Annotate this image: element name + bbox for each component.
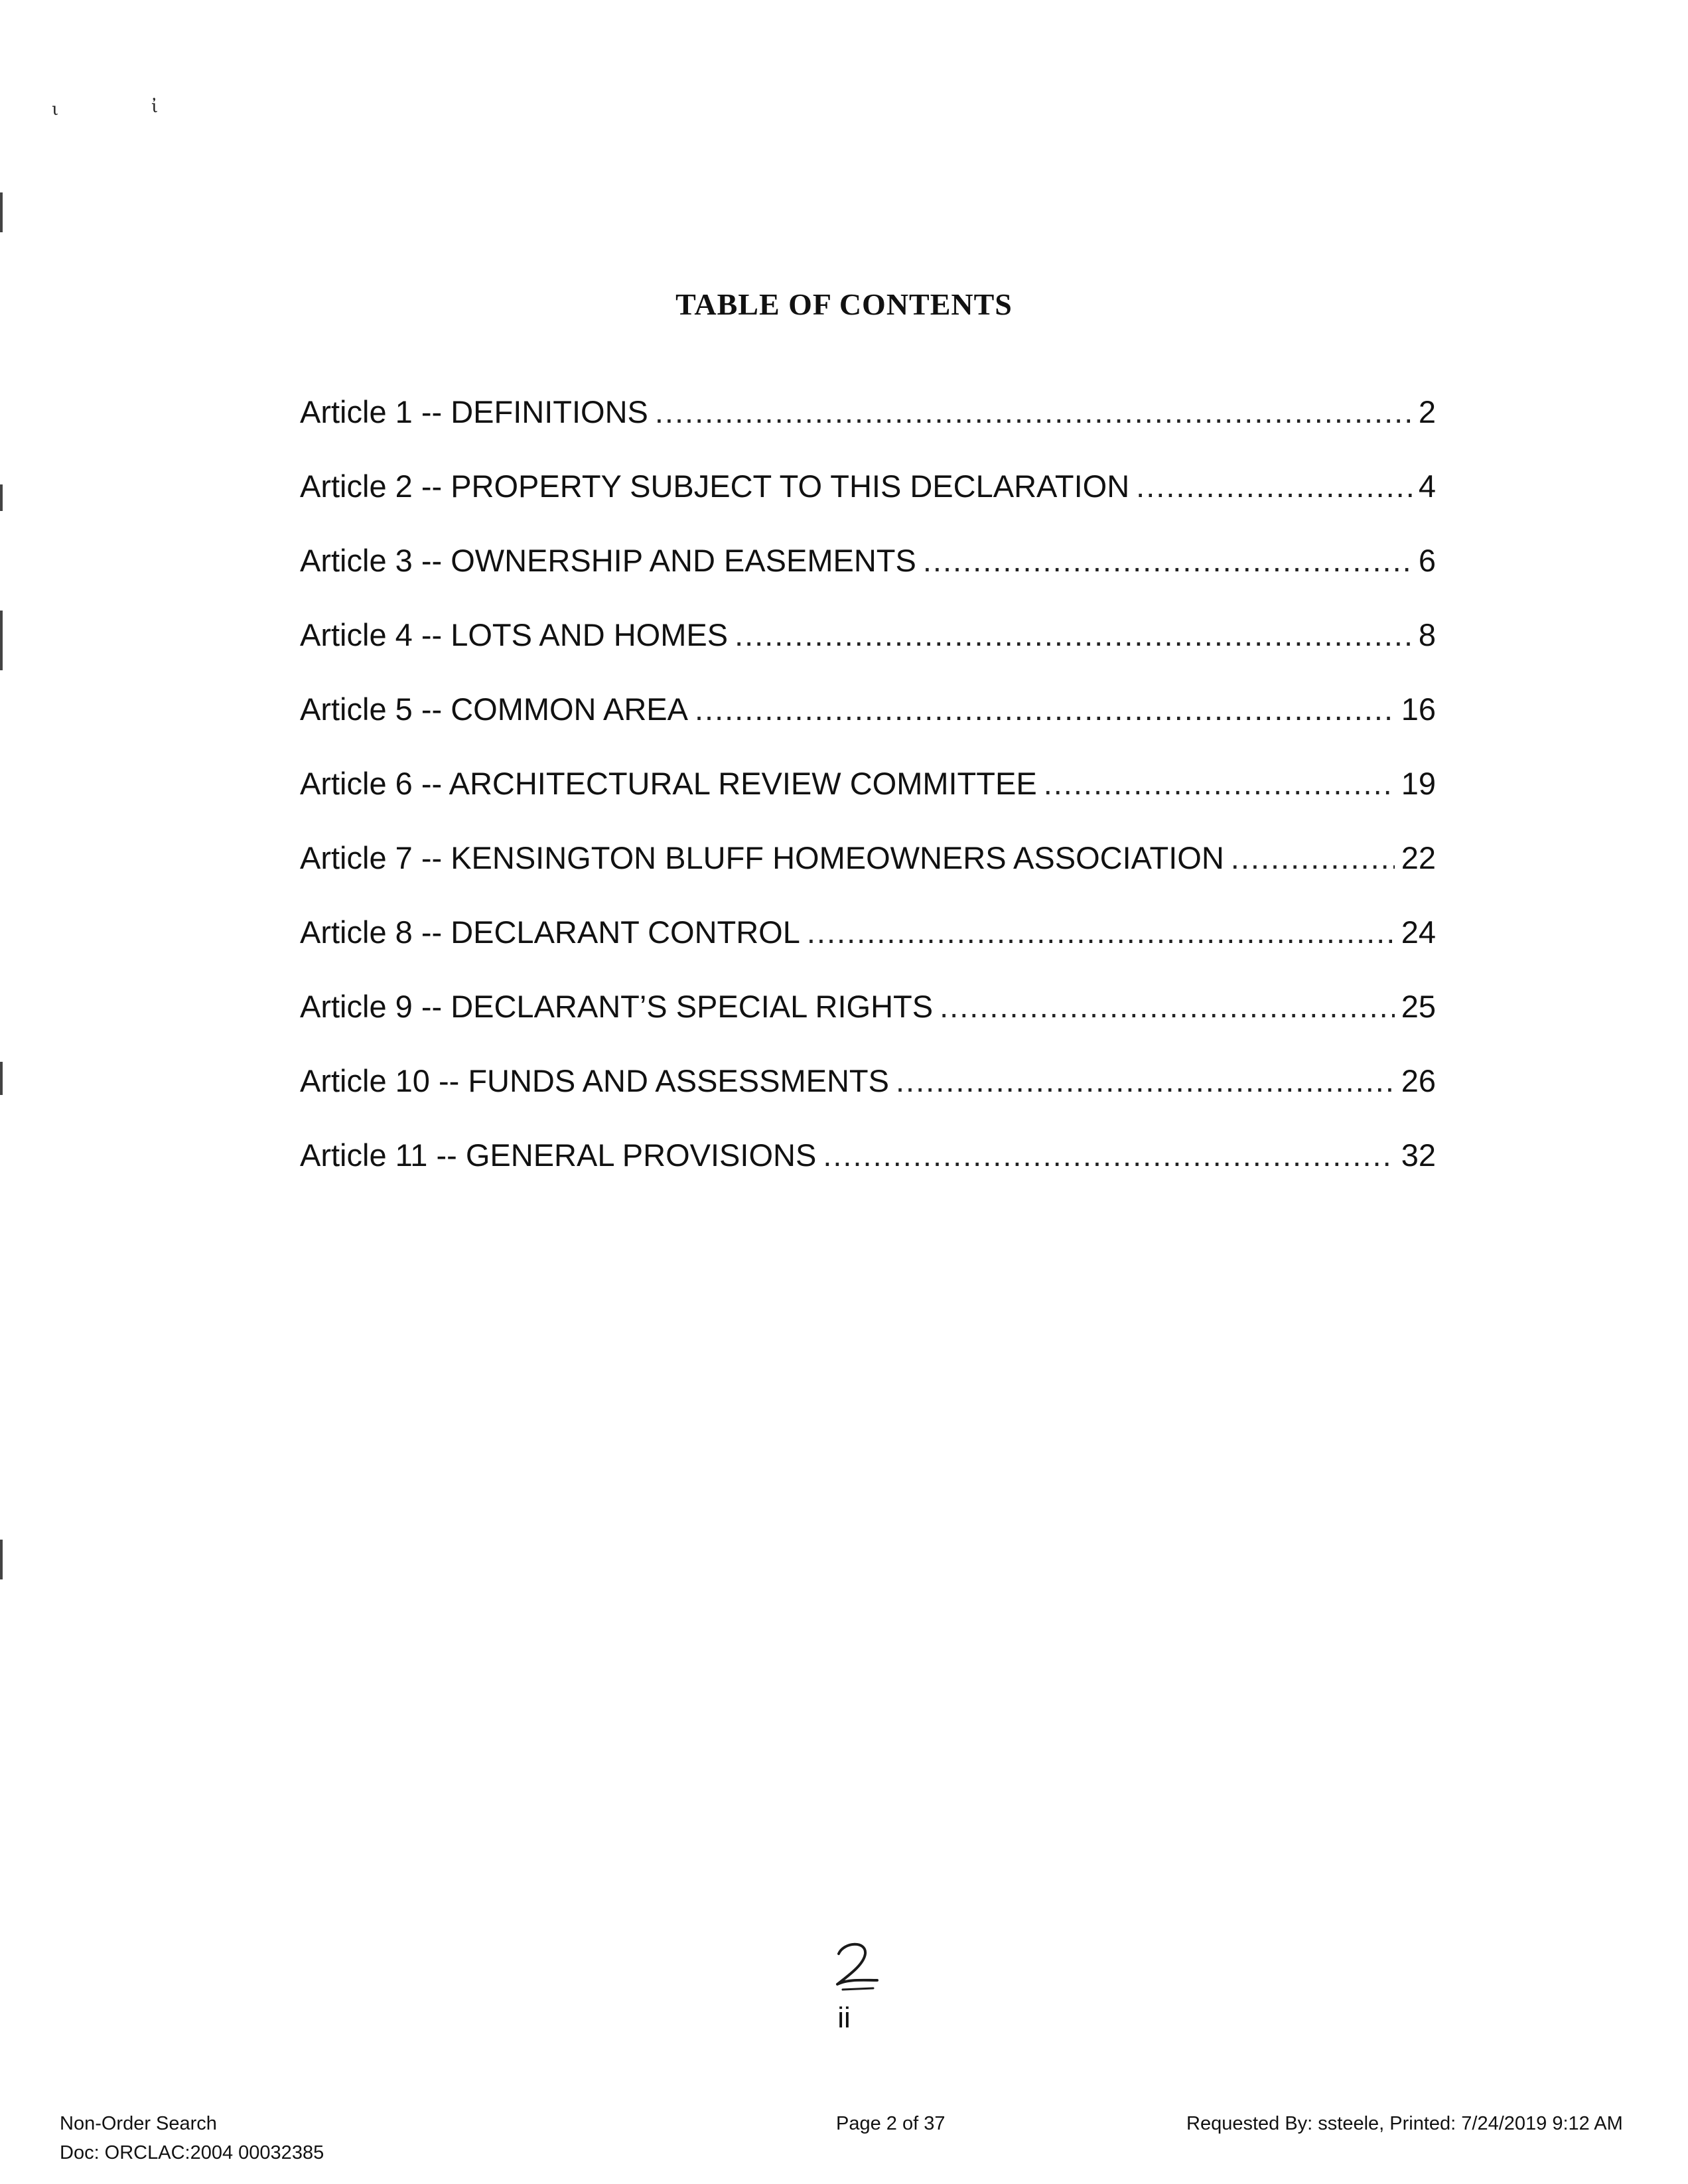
toc-entry-label: Article 2 -- PROPERTY SUBJECT TO THIS DECLARATION [300, 469, 1130, 504]
toc-entry-page: 2 [1418, 394, 1436, 429]
footer-left [60, 2109, 324, 2167]
toc-entry-page: 32 [1401, 1137, 1436, 1173]
toc-entry-label: Article 8 -- DECLARANT CONTROL [300, 914, 800, 950]
page-title: TABLE OF CONTENTS [675, 287, 1013, 321]
toc-dot-leader [1231, 839, 1395, 876]
page-number-roman: ii [837, 2002, 851, 2034]
toc-dot-leader [1136, 468, 1412, 504]
scan-speck: ι [52, 100, 59, 119]
toc-entry-label: Article 3 -- OWNERSHIP AND EASEMENTS [300, 543, 916, 578]
scan-edge-marks [0, 0, 7, 2184]
toc-entry [300, 617, 1436, 691]
toc-entry-label: Article 10 -- FUNDS AND ASSESSMENTS [300, 1063, 889, 1098]
toc-entry [300, 988, 1436, 1062]
toc-dot-leader [923, 542, 1412, 579]
toc-dot-leader [896, 1062, 1395, 1099]
toc-entry [300, 542, 1436, 617]
toc-entry [300, 839, 1436, 914]
toc-dot-leader [940, 988, 1395, 1025]
toc-dot-leader [807, 914, 1395, 950]
toc-dot-leader [1044, 765, 1395, 802]
toc-entry [300, 1062, 1436, 1137]
toc-entry-label: Article 7 -- KENSINGTON BLUFF HOMEOWNERS ASSOCIATION [300, 840, 1224, 875]
toc-list [300, 394, 1436, 1211]
toc-entry-page: 8 [1418, 617, 1436, 652]
toc-entry-label: Article 1 -- DEFINITIONS [300, 394, 648, 429]
toc-entry-page: 24 [1401, 914, 1436, 950]
toc-entry-page: 25 [1401, 989, 1436, 1024]
handwritten-page-number [829, 1938, 882, 1998]
footer-doc-id: Doc: ORCLAC:2004 00032385 [60, 2142, 324, 2163]
footer-search-type: Non-Order Search [60, 2113, 217, 2134]
toc-entry-label: Article 6 -- ARCHITECTURAL REVIEW COMMITTEE [300, 766, 1037, 801]
toc-entry [300, 468, 1436, 542]
toc-entry-label: Article 11 -- GENERAL PROVISIONS [300, 1137, 817, 1173]
toc-entry-label: Article 9 -- DECLARANT’S SPECIAL RIGHTS [300, 989, 934, 1024]
toc-entry [300, 394, 1436, 468]
toc-entry-page: 6 [1418, 543, 1436, 578]
toc-entry [300, 1137, 1436, 1211]
footer-page-info: Page 2 of 37 [836, 2113, 946, 2134]
toc-dot-leader [735, 617, 1412, 653]
toc-entry [300, 914, 1436, 988]
toc-dot-leader [823, 1137, 1394, 1173]
toc-dot-leader [655, 394, 1412, 430]
toc-entry-page: 16 [1401, 692, 1436, 727]
toc-entry-page: 26 [1401, 1063, 1436, 1098]
toc-entry [300, 691, 1436, 765]
footer-requested-by: Requested By: ssteele, Printed: 7/24/2019 9:12 AM [1186, 2113, 1623, 2134]
scan-speck: ἰ [151, 97, 159, 117]
toc-entry-page: 22 [1401, 840, 1436, 875]
toc-entry-label: Article 5 -- COMMON AREA [300, 692, 688, 727]
toc-dot-leader [695, 691, 1395, 727]
toc-entry-page: 19 [1401, 766, 1436, 801]
toc-entry-label: Article 4 -- LOTS AND HOMES [300, 617, 729, 652]
toc-entry-page: 4 [1418, 469, 1436, 504]
toc-entry [300, 765, 1436, 839]
